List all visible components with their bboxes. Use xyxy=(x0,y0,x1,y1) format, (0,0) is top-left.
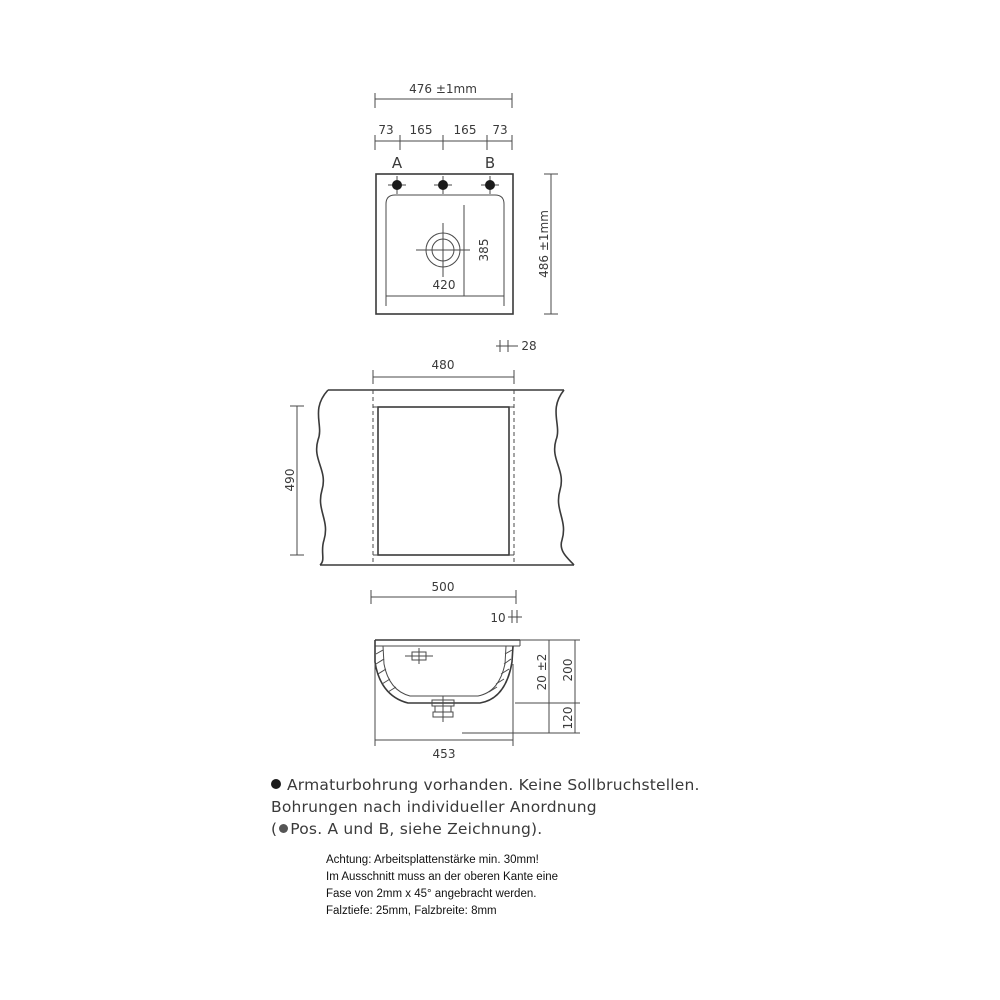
thickness-dimension xyxy=(496,339,537,353)
height-dimensions xyxy=(462,640,580,733)
section-drain xyxy=(432,696,454,722)
cutout-depth-label: 490 xyxy=(283,468,297,492)
tap-hole-center xyxy=(434,176,452,194)
note-line-2: Bohrungen nach individueller Anordnung xyxy=(271,798,597,816)
note-line-1 xyxy=(271,774,831,796)
cutout-width-label: 480 xyxy=(431,358,455,372)
thickness-label: 28 xyxy=(521,339,537,353)
note-line-1-text: Armaturbohrung vorhanden. Keine Sollbruchstellen. xyxy=(287,776,700,794)
seg-left-inner-label: 165 xyxy=(409,123,433,137)
top-view xyxy=(375,82,558,314)
warning-line-3: Fase von 2mm x 45° angebracht werden. xyxy=(326,888,537,900)
cutout-opening xyxy=(373,390,514,565)
total-height-label: 200 xyxy=(561,658,575,682)
wall-hatching xyxy=(376,650,512,692)
drain-symbol xyxy=(416,223,470,277)
position-b-label: B xyxy=(484,154,496,172)
basin-inner-wall xyxy=(383,646,506,696)
overall-depth-dimension xyxy=(537,174,558,314)
overall-depth-label: 486 ±1mm xyxy=(537,210,551,278)
inner-depth-label: 385 xyxy=(477,238,491,262)
lip-label: 10 xyxy=(490,611,506,625)
drain-height-label: 120 xyxy=(561,706,575,730)
note-line-3-text: Pos. A und B, siehe Zeichnung). xyxy=(290,820,543,838)
seg-right-inner-label: 165 xyxy=(453,123,477,137)
warning-box xyxy=(326,852,656,920)
countertop-break-left xyxy=(317,390,328,565)
installation-notes xyxy=(271,774,831,840)
inner-width-label: 420 xyxy=(432,278,456,292)
cabinet-width-dimension xyxy=(371,580,516,604)
warning-line-1: Achtung: Arbeitsplattenstärke min. 30mm! xyxy=(326,854,539,866)
tap-hole-spacing-dimension xyxy=(375,123,512,150)
seg-left-outer-label: 73 xyxy=(378,123,394,137)
basin-outer-wall xyxy=(375,640,513,703)
rim-height-label: 20 ±2 xyxy=(535,653,549,691)
tap-hole-b xyxy=(481,176,499,194)
overall-width-dimension xyxy=(375,82,512,108)
position-a-label: A xyxy=(391,154,403,172)
cutout-depth-dimension xyxy=(283,406,304,555)
overall-width-label: 476 ±1mm xyxy=(409,82,477,96)
warning-line-2: Im Ausschnitt muss an der oberen Kante eine xyxy=(326,871,559,883)
seg-right-outer-label: 73 xyxy=(492,123,508,137)
note-line-3-open: ( xyxy=(271,820,278,838)
note-line-3 xyxy=(271,818,831,840)
section-view xyxy=(375,610,580,761)
cabinet-width-label: 500 xyxy=(431,580,455,594)
section-tap-hole xyxy=(405,648,433,664)
countertop-break-right xyxy=(555,390,574,565)
lip-dimension xyxy=(490,610,522,625)
cutout-width-dimension xyxy=(373,358,514,384)
filled-dot-icon xyxy=(271,779,281,789)
tap-hole-a xyxy=(388,176,406,194)
grey-dot-icon xyxy=(279,824,288,833)
bottom-width-label: 453 xyxy=(432,747,456,761)
cutout-view xyxy=(283,339,574,604)
warning-line-4: Falztiefe: 25mm, Falzbreite: 8mm xyxy=(326,905,497,917)
